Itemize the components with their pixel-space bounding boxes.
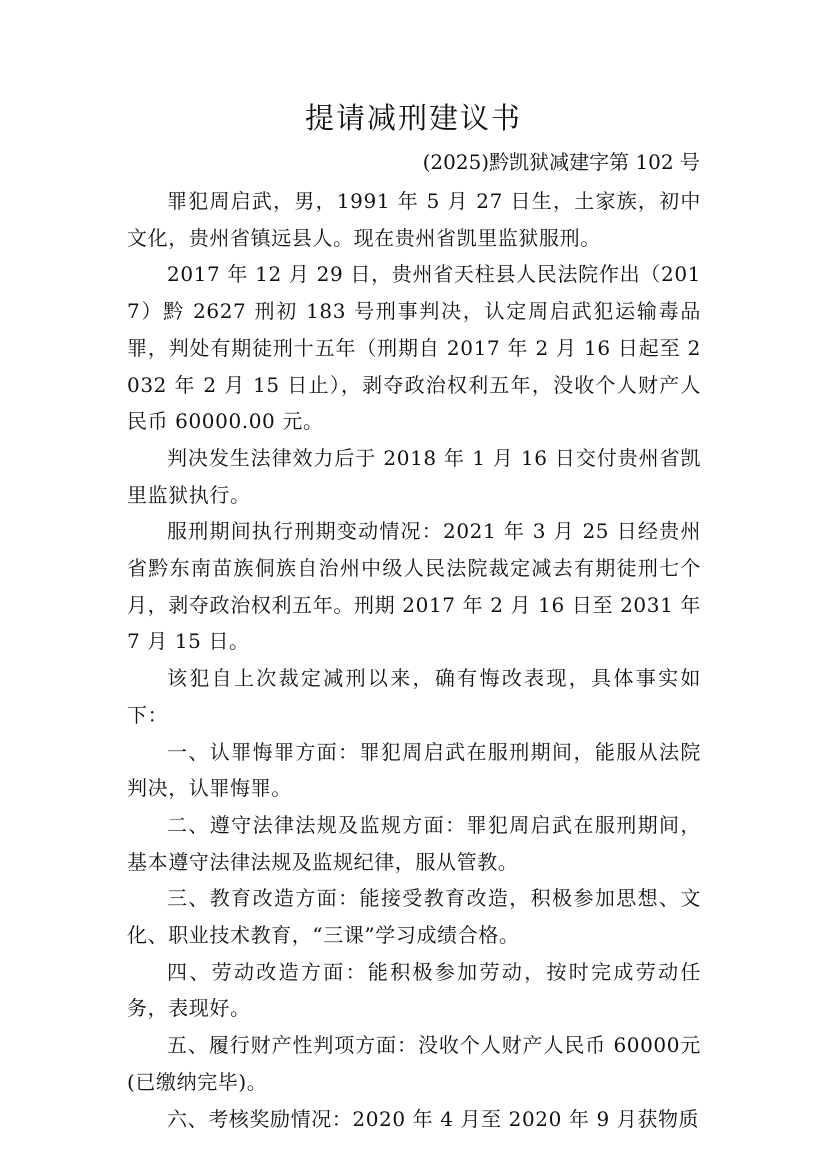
paragraph-repentance-intro: 该犯自上次裁定减刑以来，确有悔改表现，具体事实如下：: [127, 666, 701, 727]
paragraph-admit-guilt: 一、认罪悔罪方面：罪犯周启武在服刑期间，能服从法院判决，认罪悔罪。: [127, 739, 701, 801]
document-title: 提请减刑建议书: [304, 101, 522, 135]
paragraph-execution: 判决发生法律效力后于 2018 年 1 月 16 日交付贵州省凯里监狱执行。: [127, 445, 701, 507]
paragraph-offender-info: 罪犯周启武，男，1991 年 5 月 27 日生，土家族，初中文化，贵州省镇远县人。现在贵州省凯里监狱服刑。: [127, 189, 701, 250]
paragraph-obey-rules: 二、遵守法律法规及监规方面：罪犯周启武在服刑期间，基本遵守法律法规及监规纪律，服从管教。: [127, 812, 701, 874]
document-body: [127, 183, 701, 1137]
paragraph-labor: 四、劳动改造方面：能积极参加劳动，按时完成劳动任务，表现好。: [127, 959, 701, 1021]
paragraph-property-judgment: 五、履行财产性判项方面：没收个人财产人民币 60000元(已缴纳完毕)。: [127, 1033, 701, 1094]
paragraph-education: 三、教育改造方面：能接受教育改造，积极参加思想、文化、职业技术教育，“三课”学习成绩合格。: [127, 886, 701, 948]
document-number: (2025)黔凯狱减建字第 102 号: [422, 150, 700, 174]
paragraph-sentence-changes: 服刑期间执行刑期变动情况：2021 年 3 月 25 日经贵州省黔东南苗族侗族自治州中级人民法院裁定减去有期徒刑七个月，剥夺政治权利五年。刑期 2017 年 2 月 16 日至 2031 年 7 月 15 日。: [127, 519, 701, 654]
paragraph-rewards: 六、考核奖励情况：2020 年 4 月至 2020 年 9 月获物质: [167, 1106, 700, 1131]
paragraph-original-judgment: 2017 年 12 月 29 日，贵州省天柱县人民法院作出（2017）黔 2627 刑初 183 号刑事判决，认定周启武犯运输毒品罪，判处有期徒刑十五年（刑期自 2017 年 2 月 16 日起至 2032 年 2 月 15 日止），剥夺政治权利五年，没收个人财产人民币 60000.00 元。: [127, 262, 701, 434]
